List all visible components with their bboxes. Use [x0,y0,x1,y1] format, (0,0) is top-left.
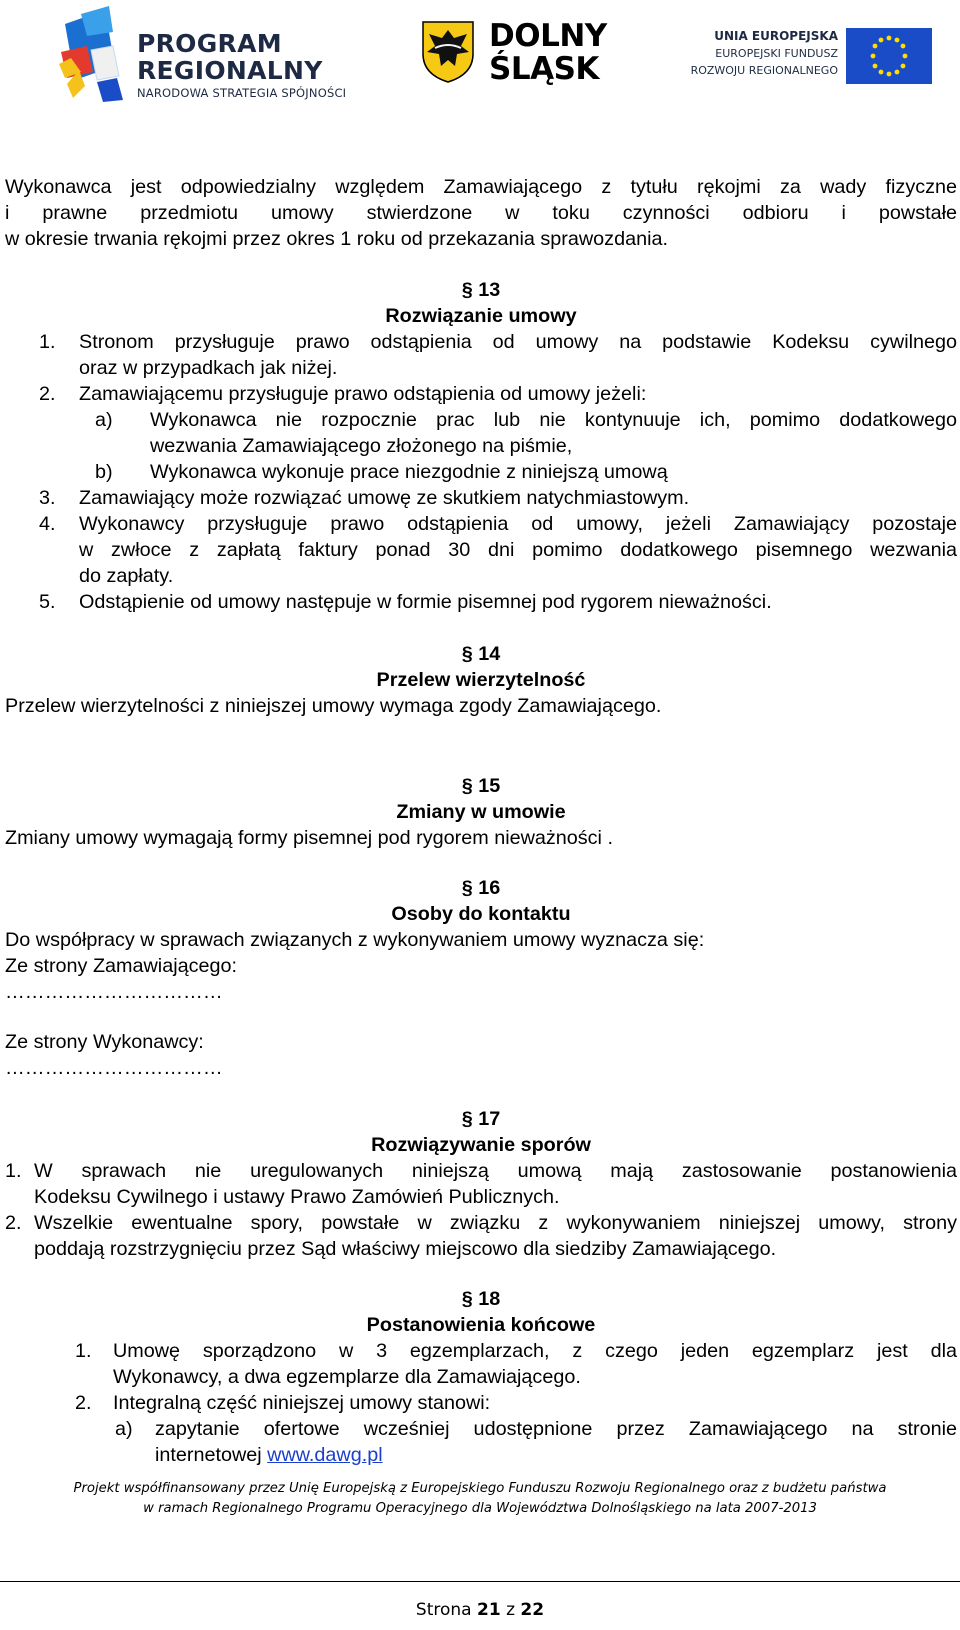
s13-a-line: wezwania Zamawiającego złożonego na piśmie, [150,435,573,457]
section-13-sign: § 13 [461,279,501,301]
sublist-label: a) [95,409,113,431]
list-number: 4. [39,513,56,535]
s13-item1-line: Stronom przysługuje prawo odstąpienia od umowy na podstawie Kodeksu cywilnego [79,331,957,353]
page-prefix: Strona [415,1600,477,1620]
intro-line: w okresie trwania rękojmi przez okres 1 roku od przekazania sprawozdania. [5,228,668,250]
program-regionalny-mark-icon [57,6,129,102]
section-15-text: Zmiany umowy wymagają formy pisemnej pod rygorem nieważności . [5,827,613,849]
s17-item1-line: W sprawach nie uregulowanych niniejszą umową mają zastosowanie postanowienia [34,1160,957,1182]
section-14-title: Przelew wierzytelność [376,669,586,691]
section-15-title: Zmiany w umowie [396,801,566,823]
contact-placeholder-dots: …………………………… [5,1057,223,1079]
program-regionalny-logo [57,6,357,102]
s18-a-prefix: internetowej [155,1444,268,1466]
eu-flag-icon [846,28,932,84]
eu-line3: ROZWOJU REGIONALNEGO [690,64,838,77]
page-current: 21 [477,1600,501,1620]
eu-logo [682,24,932,84]
dolny-line: DOLNY [489,18,607,54]
section-14-text: Przelew wierzytelności z niniejszej umowy wymaga zgody Zamawiającego. [5,695,662,717]
program-line3: NARODOWA STRATEGIA SPÓJNOŚCI [137,86,347,100]
list-number: 2. [39,383,56,405]
s13-b-text: Wykonawca wykonuje prace niezgodnie z niniejszą umową [150,461,668,483]
sublist-label: a) [115,1418,133,1440]
s18-a-line: zapytanie ofertowe wcześniej udostępnione przez Zamawiającego na stronie [155,1418,957,1440]
funding-note-line: Projekt współfinansowany przez Unię Europejską z Europejskiego Funduszu Rozwoju Regionalnego oraz z budżetu państwa [73,1481,887,1496]
s13-item3-text: Zamawiający może rozwiązać umowę ze skutkiem natychmiastowym. [79,487,690,509]
s17-item2-line: Wszelkie ewentualne spory, powstałe w związku z wykonywaniem niniejszej umowy, strony [34,1212,957,1234]
section-13-title: Rozwiązanie umowy [385,305,577,327]
page-header [0,0,960,110]
section-18-sign: § 18 [461,1288,501,1310]
section-17-sign: § 17 [461,1108,501,1130]
s18-item1-line: Wykonawcy, a dwa egzemplarze dla Zamawiającego. [113,1366,581,1388]
list-number: 2. [75,1392,92,1414]
s18-item1-line: Umowę sporządzono w 3 egzemplarzach, z czego jeden egzemplarz jest dla [113,1340,957,1362]
s13-item4-line: do zapłaty. [79,565,174,587]
footer-divider [0,1581,960,1582]
section-16-line: Ze strony Zamawiającego: [5,955,237,977]
s18-a-line2 [155,1442,383,1469]
s13-item2-text: Zamawiającemu przysługuje prawo odstąpienia od umowy jeżeli: [79,383,647,405]
program-line1: PROGRAM [137,29,282,58]
list-number: 3. [39,487,56,509]
section-16-title: Osoby do kontaktu [391,903,571,925]
section-16-line: Ze strony Wykonawcy: [5,1031,204,1053]
funding-note-line: w ramach Regionalnego Programu Operacyjnego dla Województwa Dolnośląskiego na lata 2007-2013 [143,1501,817,1516]
s13-item1-line: oraz w przypadkach jak niżej. [79,357,338,379]
dolny-slask-logo [421,18,616,88]
page-total: 22 [520,1600,545,1620]
page-number [0,1600,960,1620]
list-number: 1. [5,1160,22,1182]
s13-item5-text: Odstąpienie od umowy następuje w formie pisemnej pod rygorem nieważności. [79,591,772,613]
section-16-line: Do współpracy w sprawach związanych z wykonywaniem umowy wyznacza się: [5,929,705,951]
intro-line: Wykonawca jest odpowiedzialny względem Zamawiającego z tytułu rękojmi za wady fizyczne [5,176,957,198]
section-14-sign: § 14 [461,643,501,665]
s13-item4-line: w zwłoce z zapłatą faktury ponad 30 dni pomimo dodatkowego pisemnego wezwania [79,539,957,561]
section-18-title: Postanowienia końcowe [366,1314,596,1336]
contact-placeholder-dots: …………………………… [5,981,223,1003]
section-16-sign: § 16 [461,877,501,899]
s18-item2-text: Integralną część niniejszej umowy stanowi: [113,1392,491,1414]
intro-line: i prawne przedmiotu umowy stwierdzone w toku czynności odbioru i powstałe [5,202,957,224]
eu-line2: EUROPEJSKI FUNDUSZ [715,47,838,60]
list-number: 2. [5,1212,22,1234]
eu-line1: UNIA EUROPEJSKA [714,29,838,43]
s13-a-line: Wykonawca nie rozpocznie prac lub nie kontynuuje ich, pomimo dodatkowego [150,409,957,431]
program-line2: REGIONALNY [137,56,323,85]
sublist-label: b) [95,461,113,483]
dawg-website-link[interactable]: www.dawg.pl [267,1444,383,1466]
section-17-title: Rozwiązywanie sporów [371,1134,591,1156]
eagle-shield-icon [421,20,475,84]
s17-item2-line: poddają rozstrzygnięciu przez Sąd właściwy miejscowo dla siedziby Zamawiającego. [34,1238,777,1260]
section-15-sign: § 15 [461,775,501,797]
s13-item4-line: Wykonawcy przysługuje prawo odstąpienia od umowy, jeżeli Zamawiający pozostaje [79,513,957,535]
s17-item1-line: Kodeksu Cywilnego i ustawy Prawo Zamówień Publicznych. [34,1186,560,1208]
list-number: 1. [75,1340,92,1362]
list-number: 1. [39,331,56,353]
slask-line: ŚLĄSK [489,51,599,87]
page-sep: z [500,1600,521,1620]
list-number: 5. [39,591,56,613]
